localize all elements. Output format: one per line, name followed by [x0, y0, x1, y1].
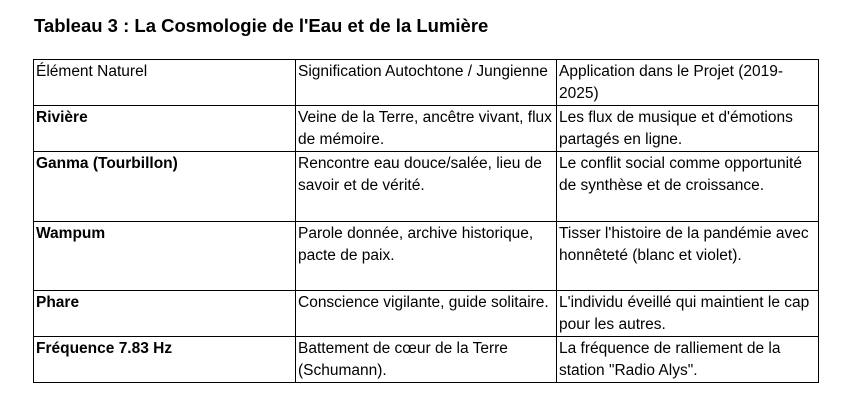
row-signification-cell: Rencontre eau douce/salée, lieu de savoir et de vérité.: [296, 152, 557, 222]
header-cell-element: Élément Naturel: [34, 60, 296, 106]
row-application-cell: Le conflit social comme opportunité de synthèse et de croissance.: [557, 152, 819, 222]
table-row: [34, 222, 819, 291]
header-cell-application: Application dans le Projet (2019-2025): [557, 60, 819, 106]
row-application-cell: Tisser l'histoire de la pandémie avec honnêteté (blanc et violet).: [557, 222, 819, 291]
table-row: [34, 291, 819, 337]
cosmology-table: [33, 59, 819, 383]
row-element-cell: Phare: [34, 291, 296, 337]
row-application-cell: Les flux de musique et d'émotions partagés en ligne.: [557, 106, 819, 152]
table-row: [34, 152, 819, 222]
row-application-cell: L'individu éveillé qui maintient le cap pour les autres.: [557, 291, 819, 337]
header-cell-signification: Signification Autochtone / Jungienne: [296, 60, 557, 106]
row-application-cell: La fréquence de ralliement de la station "Radio Alys".: [557, 337, 819, 383]
row-signification-cell: Conscience vigilante, guide solitaire.: [296, 291, 557, 337]
row-element-cell: Rivière: [34, 106, 296, 152]
table-row: [34, 337, 819, 383]
row-signification-cell: Battement de cœur de la Terre (Schumann).: [296, 337, 557, 383]
row-signification-cell: Veine de la Terre, ancêtre vivant, flux de mémoire.: [296, 106, 557, 152]
table-title: Tableau 3 : La Cosmologie de l'Eau et de la Lumière: [34, 15, 489, 36]
row-element-cell: Fréquence 7.83 Hz: [34, 337, 296, 383]
row-signification-cell: Parole donnée, archive historique, pacte de paix.: [296, 222, 557, 291]
table-header-row: [34, 60, 819, 106]
row-element-cell: Wampum: [34, 222, 296, 291]
table-row: [34, 106, 819, 152]
row-element-cell: Ganma (Tourbillon): [34, 152, 296, 222]
